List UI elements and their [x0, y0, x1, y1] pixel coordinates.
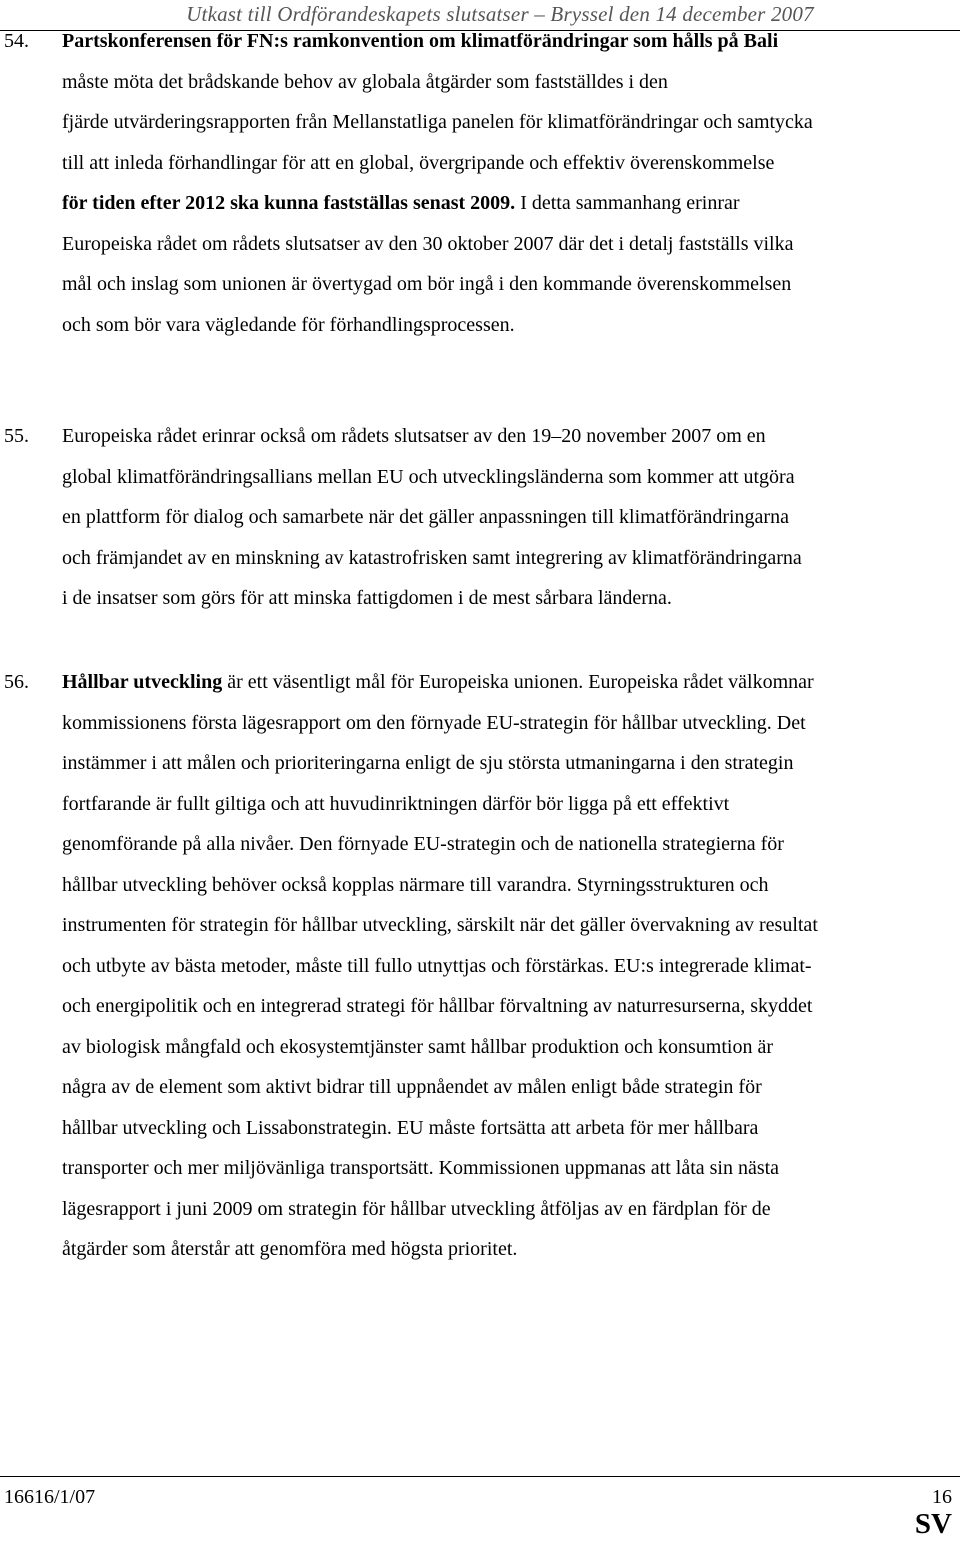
paragraph-line: hållbar utveckling behöver också kopplas närmare till varandra. Styrningsstrukturen och: [62, 873, 769, 896]
paragraph-line: för tiden efter 2012 ska kunna fastställas senast 2009. I detta sammanhang erinrar: [62, 192, 740, 214]
paragraph-line: och utbyte av bästa metoder, måste till fullo utnyttjas och förstärkas. EU:s integrerade klimat-: [62, 954, 812, 977]
paragraph-line: kommissionens första lägesrapport om den förnyade EU-strategin för hållbar utveckling. Det: [62, 711, 806, 734]
paragraph-line: genomförande på alla nivåer. Den förnyade EU-strategin och de nationella strategierna för: [62, 833, 784, 855]
paragraph-lead-bold: Partskonferensen för FN:s ramkonvention om klimatförändringar som hålls på Bali: [62, 30, 779, 52]
paragraph-line: 56. Hållbar utveckling är ett väsentligt mål för Europeiska unionen. Europeiska rådet välkomnar: [0, 662, 960, 703]
paragraph-line: åtgärder som återstår att genomföra med högsta prioritet.: [62, 1238, 518, 1260]
paragraph-line: av biologisk mångfald och ekosystemtjänster samt hållbar produktion och konsumtion är: [62, 1035, 773, 1058]
paragraph-line: fjärde utvärderingsrapporten från Mellanstatliga panelen för klimatförändringar och samtycka: [62, 111, 813, 133]
paragraph-line: till att inleda förhandlingar för att en global, övergripande och effektiv överenskommelse: [62, 151, 775, 174]
paragraph-line: 55. Europeiska rådet erinrar också om rådets slutsatser av den 19–20 november 2007 om en: [0, 416, 960, 457]
page-number: 16: [932, 1486, 952, 1508]
paragraph-number: 54.: [4, 30, 29, 52]
paragraph-line: några av de element som aktivt bidrar till uppnåendet av målen enligt både strategin för: [62, 1076, 762, 1098]
paragraph-line: mål och inslag som unionen är övertygad om bör ingå i den kommande överenskommelsen: [62, 273, 792, 295]
paragraph-line: i de insatser som görs för att minska fattigdomen i de mest sårbara länderna.: [62, 587, 672, 609]
paragraph-line: fortfarande är fullt giltiga och att huvudinriktningen därför bör ligga på ett effektivt: [62, 792, 730, 815]
paragraph-number: 55.: [4, 425, 29, 447]
paragraph-54: [0, 21, 960, 345]
paragraph-bold-span: för tiden efter 2012 ska kunna fastställas senast 2009.: [62, 192, 516, 214]
paragraph-line: och energipolitik och en integrerad strategi för hållbar förvaltning av naturresurserna, skyddet: [62, 995, 813, 1017]
language-code: SV: [914, 1508, 952, 1540]
paragraph-line: en plattform för dialog och samarbete när det gäller anpassningen till klimatförändringarna: [62, 506, 789, 528]
paragraph-line: global klimatförändringsallians mellan EU och utvecklingsländerna som kommer att utgöra: [62, 465, 795, 488]
paragraph-line: Europeiska rådet om rådets slutsatser av den 30 oktober 2007 där det i detalj fastställs vilka: [62, 232, 794, 255]
paragraph-line: instrumenten för strategin för hållbar utveckling, särskilt när det gäller övervakning av resultat: [62, 914, 818, 936]
paragraph-line: och främjandet av en minskning av katastrofrisken samt integrering av klimatförändringarna: [62, 546, 802, 569]
paragraph-line: transporter och mer miljövänliga transportsätt. Kommissionen uppmanas att låta sin nästa: [62, 1157, 780, 1179]
document-reference: 16616/1/07: [4, 1486, 96, 1508]
paragraph-line: instämmer i att målen och prioriteringarna enligt de sju största utmaningarna i den strategin: [62, 752, 794, 774]
paragraph-line: lägesrapport i juni 2009 om strategin för hållbar utveckling åtföljas av en färdplan för de: [62, 1197, 771, 1220]
paragraph-55: [0, 416, 960, 619]
paragraph-line: måste möta det brådskande behov av globala åtgärder som fastställdes i den: [62, 70, 668, 93]
paragraph-number: 56.: [4, 671, 29, 693]
footer-divider: [0, 1476, 960, 1477]
running-header: Utkast till Ordförandeskapets slutsatser – Bryssel den 14 december 2007: [186, 2, 814, 26]
paragraph-line: hållbar utveckling och Lissabonstrategin. EU måste fortsätta att arbeta för mer hållbara: [62, 1116, 759, 1139]
paragraph-heading-bold: Hållbar utveckling: [62, 671, 223, 693]
paragraph-line: [0, 21, 960, 62]
paragraph-line: och som bör vara vägledande för förhandlingsprocessen.: [62, 313, 515, 336]
paragraph-56: [0, 662, 960, 1270]
